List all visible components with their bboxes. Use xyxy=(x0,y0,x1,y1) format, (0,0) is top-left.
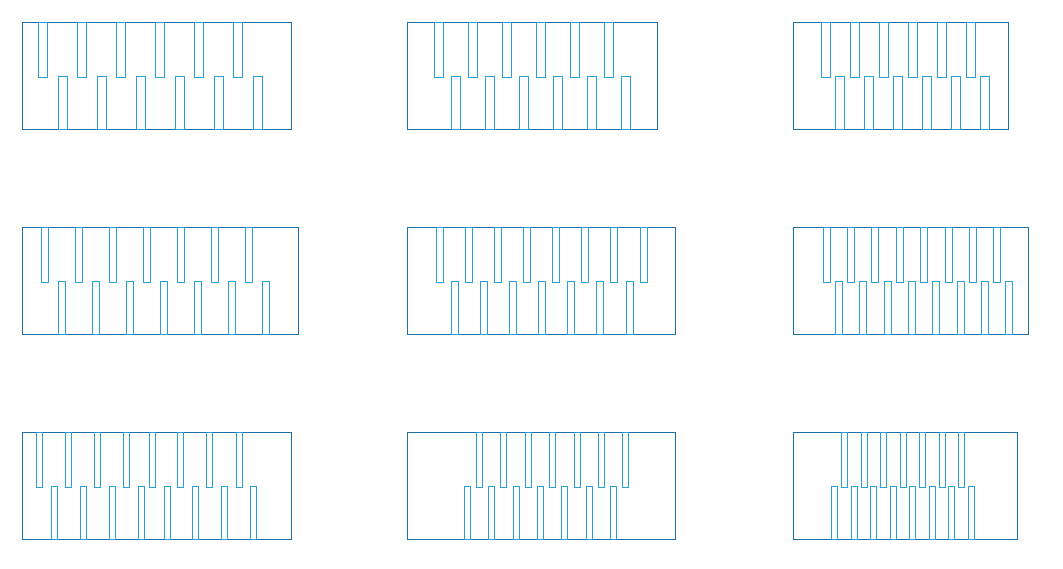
panel-1 xyxy=(23,23,292,130)
bottom-electrode-finger xyxy=(952,77,961,130)
top-electrode-finger xyxy=(553,228,560,283)
bottom-electrode-finger xyxy=(59,282,66,335)
top-electrode-finger xyxy=(207,433,213,488)
bottom-electrode-finger xyxy=(486,77,495,130)
bottom-electrode-finger xyxy=(958,282,965,335)
top-electrode-finger xyxy=(537,23,546,78)
top-electrode-finger xyxy=(959,433,965,488)
top-electrode-finger xyxy=(967,23,976,78)
bottom-electrode-finger xyxy=(860,282,867,335)
bottom-electrode-finger xyxy=(81,487,87,540)
bottom-electrode-finger xyxy=(539,282,546,335)
panel-4 xyxy=(23,228,299,335)
top-electrode-finger xyxy=(920,433,926,488)
bottom-electrode-finger xyxy=(1006,282,1013,335)
bottom-electrode-finger xyxy=(176,77,185,130)
top-electrode-finger xyxy=(946,228,953,283)
top-electrode-finger xyxy=(246,228,253,283)
top-electrode-finger xyxy=(582,228,589,283)
bottom-electrode-finger xyxy=(481,282,488,335)
bottom-electrode-finger xyxy=(465,487,471,540)
top-electrode-finger xyxy=(466,228,473,283)
top-electrode-finger xyxy=(234,23,243,78)
bottom-electrode-finger xyxy=(489,487,495,540)
bottom-electrode-finger xyxy=(452,282,459,335)
top-electrode-finger xyxy=(117,23,126,78)
bottom-electrode-finger xyxy=(510,282,517,335)
bottom-electrode-finger xyxy=(161,282,168,335)
top-electrode-finger xyxy=(195,23,204,78)
bottom-electrode-finger xyxy=(452,77,461,130)
bottom-electrode-finger xyxy=(263,282,270,335)
top-electrode-finger xyxy=(237,433,243,488)
top-electrode-finger xyxy=(550,433,556,488)
bottom-electrode-finger xyxy=(137,77,146,130)
bottom-electrode-finger xyxy=(852,487,858,540)
bottom-electrode-finger xyxy=(193,487,199,540)
top-electrode-finger xyxy=(526,433,532,488)
top-electrode-finger xyxy=(435,23,444,78)
bottom-electrode-finger xyxy=(969,487,975,540)
bottom-electrode-finger xyxy=(949,487,955,540)
bottom-electrode-finger xyxy=(982,282,989,335)
top-electrode-finger xyxy=(144,228,151,283)
bottom-electrode-finger xyxy=(910,487,916,540)
bottom-electrode-finger xyxy=(597,282,604,335)
top-electrode-finger xyxy=(212,228,219,283)
top-electrode-finger xyxy=(824,228,831,283)
bottom-electrode-finger xyxy=(981,77,990,130)
top-electrode-finger xyxy=(495,228,502,283)
bottom-electrode-finger xyxy=(98,77,107,130)
top-electrode-finger xyxy=(909,23,918,78)
top-electrode-finger xyxy=(469,23,478,78)
top-electrode-finger xyxy=(851,23,860,78)
top-electrode-finger xyxy=(881,433,887,488)
top-electrode-finger xyxy=(95,433,101,488)
bottom-electrode-finger xyxy=(554,77,563,130)
bottom-electrode-finger xyxy=(923,77,932,130)
top-electrode-finger xyxy=(78,23,87,78)
top-electrode-finger xyxy=(842,433,848,488)
top-electrode-finger xyxy=(150,433,156,488)
bottom-electrode-finger xyxy=(229,282,236,335)
bottom-electrode-finger xyxy=(520,77,529,130)
bottom-electrode-finger xyxy=(139,487,145,540)
top-electrode-finger xyxy=(575,433,581,488)
top-electrode-finger xyxy=(66,433,72,488)
top-electrode-finger xyxy=(970,228,977,283)
bottom-electrode-finger xyxy=(568,282,575,335)
top-electrode-finger xyxy=(76,228,83,283)
bottom-electrode-finger xyxy=(891,487,897,540)
bottom-electrode-finger xyxy=(894,77,903,130)
top-electrode-finger xyxy=(641,228,648,283)
top-electrode-finger xyxy=(178,433,184,488)
bottom-electrode-finger xyxy=(195,282,202,335)
top-electrode-finger xyxy=(178,228,185,283)
panel-7 xyxy=(23,433,292,540)
top-electrode-finger xyxy=(503,23,512,78)
top-electrode-finger xyxy=(524,228,531,283)
panel-9 xyxy=(794,433,1018,540)
top-electrode-finger xyxy=(822,23,831,78)
bottom-electrode-finger xyxy=(832,487,838,540)
top-electrode-finger xyxy=(156,23,165,78)
bottom-electrode-finger xyxy=(611,487,617,540)
bottom-electrode-finger xyxy=(222,487,228,540)
panel-frame xyxy=(794,433,1018,540)
top-electrode-finger xyxy=(848,228,855,283)
top-electrode-finger xyxy=(124,433,130,488)
top-electrode-finger xyxy=(921,228,928,283)
panel-3 xyxy=(794,23,1009,130)
panel-frame xyxy=(408,23,658,130)
top-electrode-finger xyxy=(938,23,947,78)
bottom-electrode-finger xyxy=(93,282,100,335)
bottom-electrode-finger xyxy=(59,77,68,130)
bottom-electrode-finger xyxy=(836,282,843,335)
top-electrode-finger xyxy=(605,23,614,78)
top-electrode-finger xyxy=(940,433,946,488)
top-electrode-finger xyxy=(39,23,48,78)
bottom-electrode-finger xyxy=(215,77,224,130)
bottom-electrode-finger xyxy=(871,487,877,540)
top-electrode-finger xyxy=(477,433,483,488)
top-electrode-finger xyxy=(880,23,889,78)
top-electrode-finger xyxy=(437,228,444,283)
top-electrode-finger xyxy=(501,433,507,488)
panel-8 xyxy=(408,433,676,540)
bottom-electrode-finger xyxy=(909,282,916,335)
bottom-electrode-finger xyxy=(165,487,171,540)
bottom-electrode-finger xyxy=(627,282,634,335)
bottom-electrode-finger xyxy=(587,487,593,540)
bottom-electrode-finger xyxy=(930,487,936,540)
panel-6 xyxy=(794,228,1029,335)
bottom-electrode-finger xyxy=(562,487,568,540)
top-electrode-finger xyxy=(862,433,868,488)
top-electrode-finger xyxy=(599,433,605,488)
top-electrode-finger xyxy=(897,228,904,283)
top-electrode-finger xyxy=(994,228,1001,283)
top-electrode-finger xyxy=(42,228,49,283)
bottom-electrode-finger xyxy=(538,487,544,540)
panels-group xyxy=(23,23,1029,540)
bottom-electrode-finger xyxy=(52,487,58,540)
top-electrode-finger xyxy=(37,433,43,488)
bottom-electrode-finger xyxy=(254,77,263,130)
panel-2 xyxy=(408,23,658,130)
bottom-electrode-finger xyxy=(127,282,134,335)
bottom-electrode-finger xyxy=(933,282,940,335)
bottom-electrode-finger xyxy=(110,487,116,540)
bottom-electrode-finger xyxy=(588,77,597,130)
bottom-electrode-finger xyxy=(251,487,257,540)
bottom-electrode-finger xyxy=(836,77,845,130)
bottom-electrode-finger xyxy=(885,282,892,335)
top-electrode-finger xyxy=(623,433,629,488)
top-electrode-finger xyxy=(110,228,117,283)
top-electrode-finger xyxy=(571,23,580,78)
top-electrode-finger xyxy=(901,433,907,488)
panel-5 xyxy=(408,228,676,335)
bottom-electrode-finger xyxy=(865,77,874,130)
bottom-electrode-finger xyxy=(514,487,520,540)
top-electrode-finger xyxy=(611,228,618,283)
bottom-electrode-finger xyxy=(622,77,631,130)
top-electrode-finger xyxy=(872,228,879,283)
